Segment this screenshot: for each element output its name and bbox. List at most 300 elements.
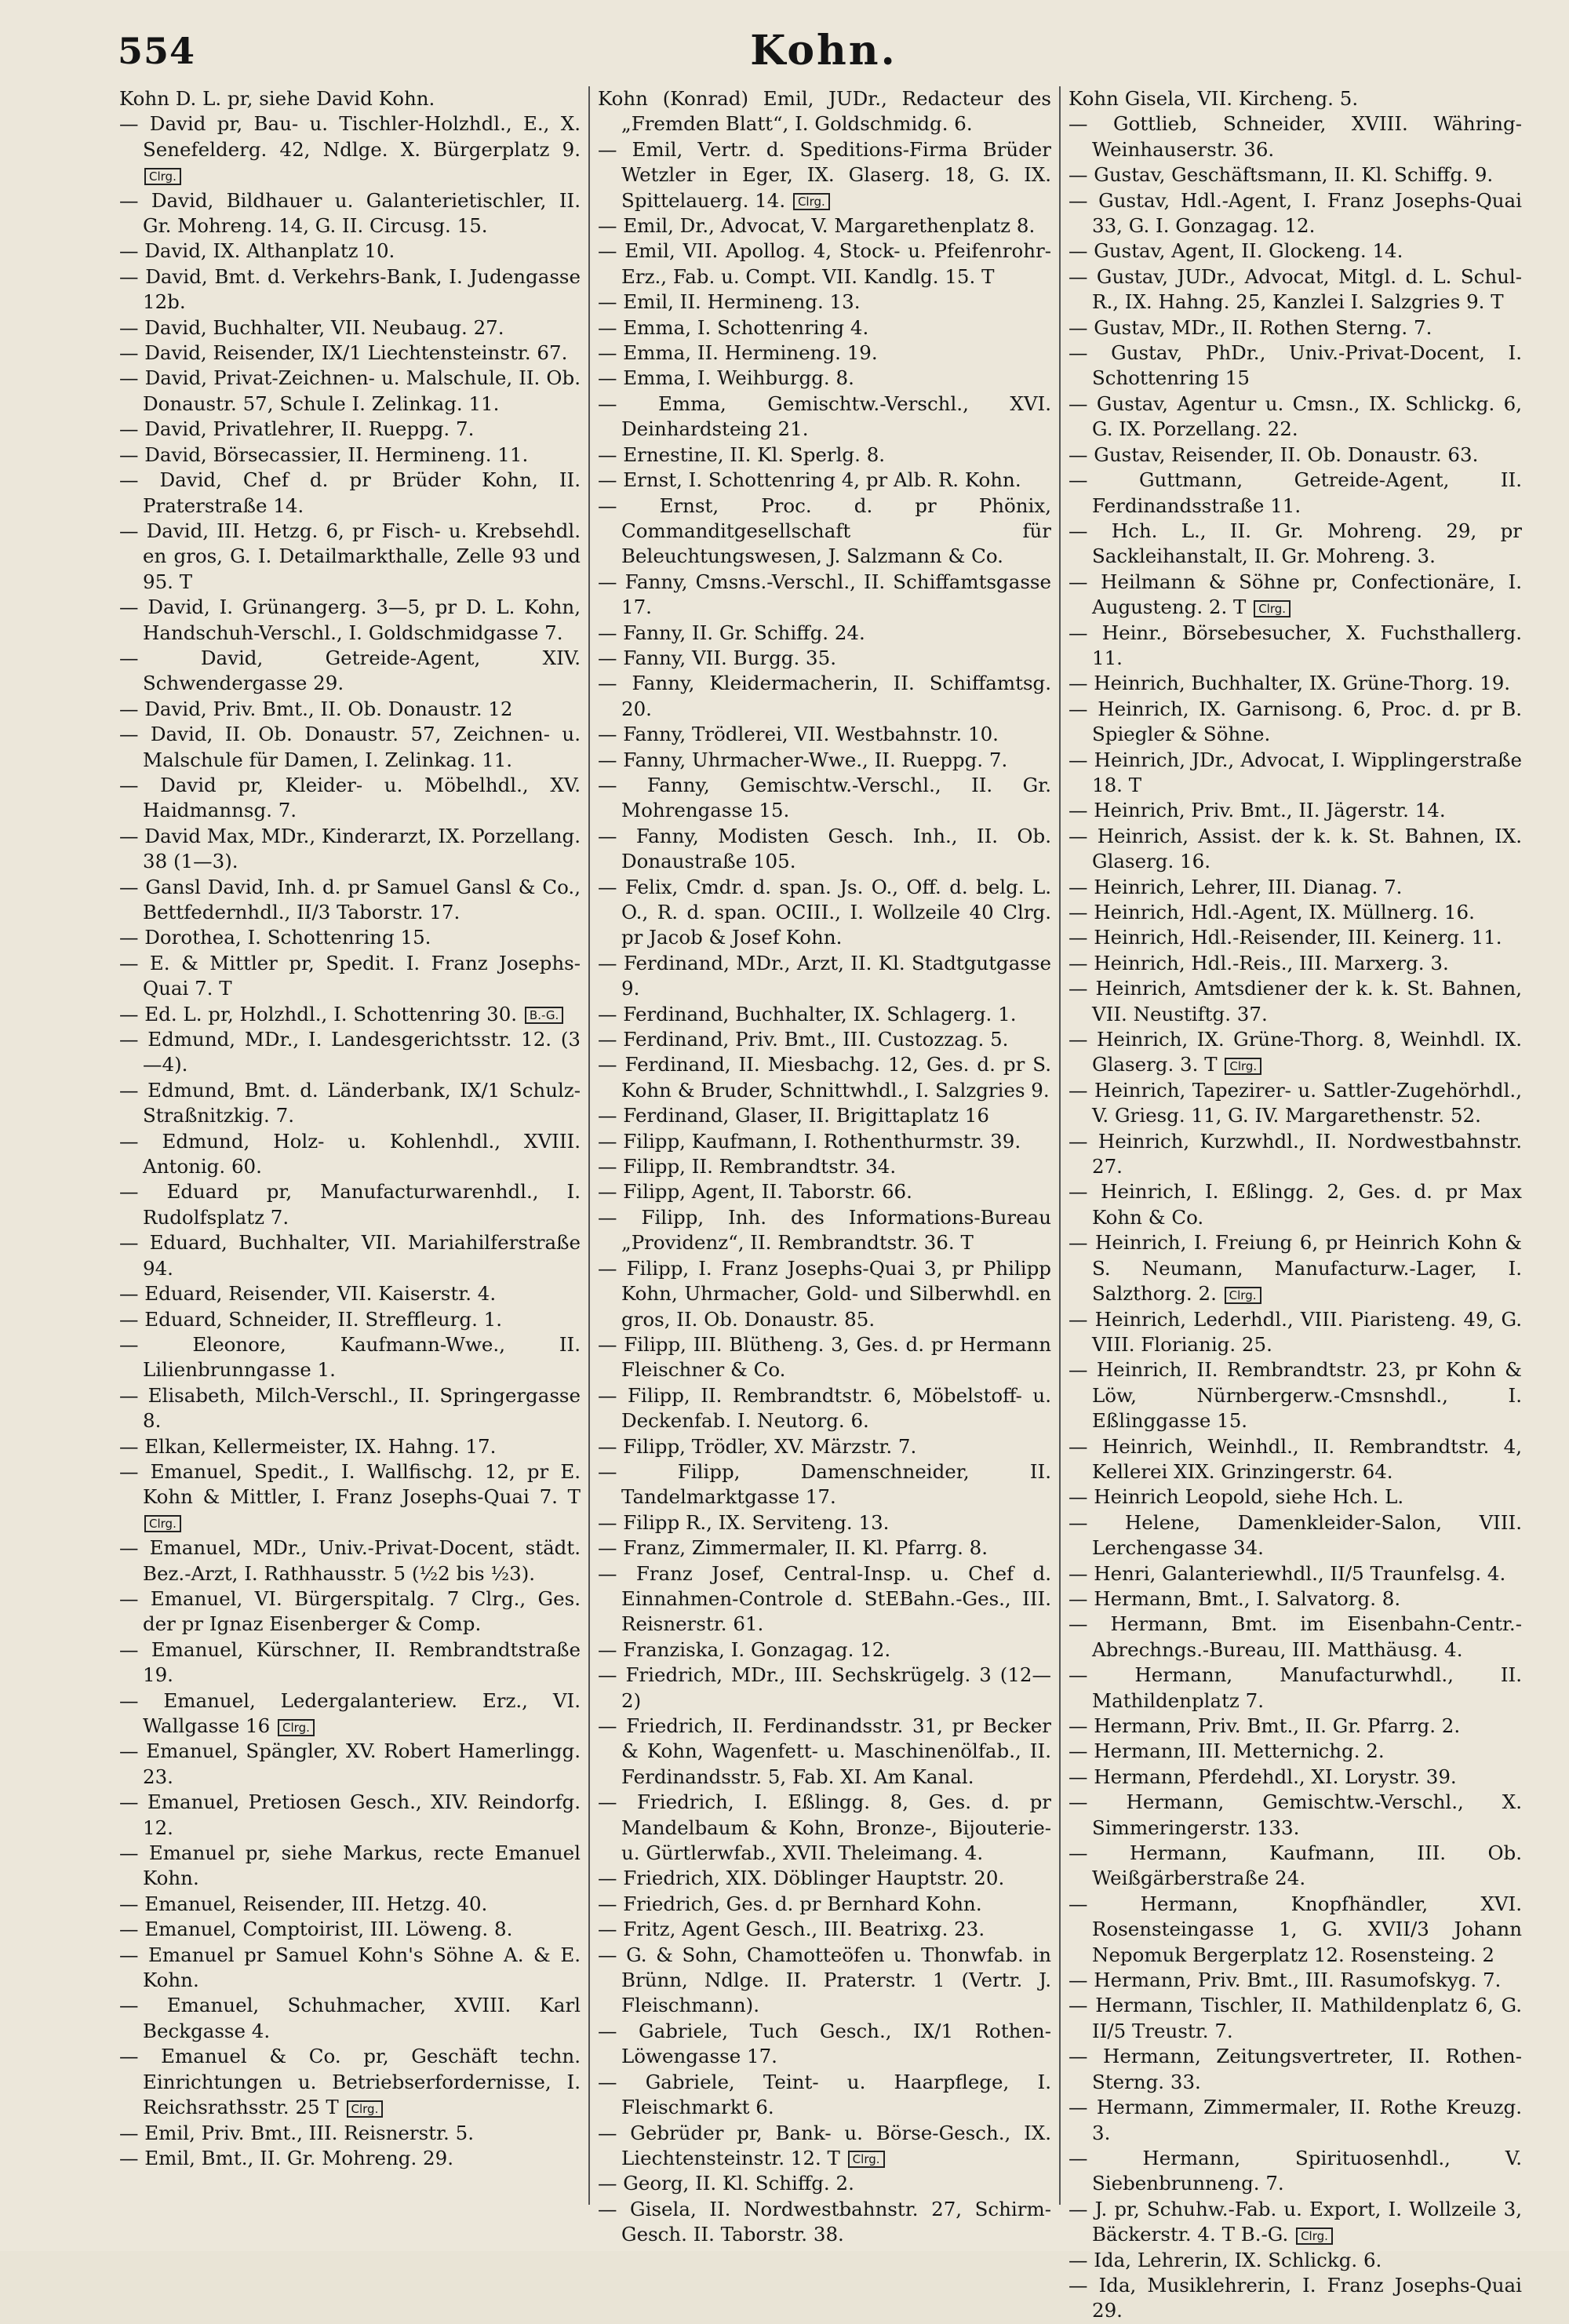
directory-entry bbox=[598, 1002, 1051, 1027]
directory-entry bbox=[598, 1535, 1051, 1561]
directory-entry bbox=[1068, 1790, 1522, 1841]
entry-text: — Emma, Gemischtw.-Verschl., XVI. Deinhardsteing 21. bbox=[598, 392, 1051, 441]
entry-text: — Elisabeth, Milch-Verschl., II. Springergasse 8. bbox=[119, 1383, 581, 1433]
entry-text: — Ernst, I. Schottenring 4, pr Alb. R. Kohn. bbox=[598, 468, 1021, 492]
entry-text: — Heinr., Börsebesucher, X. Fuchsthallerg. 11. bbox=[1068, 621, 1522, 669]
directory-entry bbox=[1068, 1586, 1522, 1612]
entry-text: — Emanuel, Schuhmacher, XVIII. Karl Beckgasse 4. bbox=[119, 1994, 581, 2042]
directory-entry bbox=[1068, 468, 1522, 519]
column-left bbox=[118, 86, 588, 2205]
directory-entry bbox=[1068, 1357, 1522, 1433]
directory-entry bbox=[598, 1866, 1051, 1891]
directory-entry bbox=[598, 137, 1051, 213]
entry-text: — David, II. Ob. Donaustr. 57, Zeichnen- u. Malschule für Damen, I. Zelinkag. 11. bbox=[119, 723, 581, 771]
directory-entry bbox=[598, 1663, 1051, 1714]
directory-entry bbox=[1068, 392, 1522, 443]
directory-entry bbox=[598, 1256, 1051, 1332]
directory-entry bbox=[598, 1943, 1051, 2019]
directory-entry bbox=[1068, 1765, 1522, 1790]
directory-entry bbox=[598, 2197, 1051, 2248]
entry-text: — Hermann, Bmt., I. Salvatorg. 8. bbox=[1068, 1586, 1401, 1610]
directory-entry bbox=[1068, 1078, 1522, 1129]
directory-entry bbox=[119, 1637, 581, 1688]
directory-entry bbox=[119, 697, 581, 722]
entry-text: — David, Bmt. d. Verkehrs-Bank, I. Judengasse 12b. bbox=[119, 264, 581, 314]
entry-text: — Ferdinand, II. Miesbachg. 12, Ges. d. pr S. Kohn & Bruder, Schnittwhdl., I. Salzgries 9. bbox=[598, 1053, 1051, 1102]
entry-text: — Georg, II. Kl. Schiffg. 2. bbox=[598, 2172, 854, 2195]
directory-entry bbox=[598, 468, 1051, 493]
entry-text: — Emanuel, Pretiosen Gesch., XIV. Reindorfg. 12. bbox=[119, 1790, 581, 1839]
running-title: Kohn. bbox=[750, 27, 897, 75]
entry-text: — Eduard, Reisender, VII. Kaiserstr. 4. bbox=[119, 1282, 497, 1306]
directory-entry bbox=[1068, 900, 1522, 925]
directory-entry bbox=[1068, 1027, 1522, 1078]
entry-text: — Gisela, II. Nordwestbahnstr. 27, Schirm-Gesch. II. Taborstr. 38. bbox=[598, 2197, 1051, 2246]
entry-text: — Ferdinand, Priv. Bmt., III. Custozzag. 5. bbox=[598, 1028, 1009, 1051]
entry-text: — Emil, Priv. Bmt., III. Reisnerstr. 5. bbox=[119, 2121, 474, 2144]
directory-entry bbox=[119, 1179, 581, 1230]
clearing-badge: Clrg. bbox=[1225, 1058, 1261, 1075]
entry-text: — Emanuel, Reisender, III. Hetzg. 40. bbox=[119, 1892, 488, 1915]
entry-text: — Heinrich, Kurzwhdl., II. Nordwestbahnstr. 27. bbox=[1068, 1129, 1522, 1178]
entry-text: — Emil, VII. Apollog. 4, Stock- u. Pfeifenrohr-Erz., Fab. u. Compt. VII. Kandlg. 15. T bbox=[598, 239, 1051, 288]
entry-text: — Heinrich, IX. Grüne-Thorg. 8, Weinhdl. IX. Glaserg. 3. T bbox=[1068, 1028, 1522, 1076]
entry-text: — Friedrich, MDr., III. Sechskrügelg. 3 (12—2) bbox=[598, 1663, 1051, 1712]
directory-entry bbox=[598, 1790, 1051, 1866]
directory-entry bbox=[119, 824, 581, 875]
entry-text: — Filipp, Agent, II. Taborstr. 66. bbox=[598, 1180, 912, 1204]
entry-text: — Filipp, Trödler, XV. Märzstr. 7. bbox=[598, 1434, 917, 1458]
clearing-badge: Clrg. bbox=[1225, 1287, 1261, 1304]
directory-entry bbox=[119, 1535, 581, 1586]
directory-entry bbox=[119, 2121, 581, 2146]
directory-entry bbox=[598, 1027, 1051, 1052]
column-right bbox=[1059, 86, 1530, 2322]
directory-entry bbox=[119, 1993, 581, 2044]
entry-text: — David, Chef d. pr Brüder Kohn, II. Praterstraße 14. bbox=[119, 468, 581, 517]
entry-text: — G. & Sohn, Chamotteöfen u. Thonwfab. in Brünn, Ndlge. II. Praterstr. 1 (Vertr. J. Fleischmann). bbox=[598, 1943, 1051, 2017]
directory-entry bbox=[119, 315, 581, 341]
entry-text: — Heinrich, IX. Garnisong. 6, Proc. d. pr B. Spiegler & Söhne. bbox=[1068, 697, 1522, 746]
entry-text: — Gansl David, Inh. d. pr Samuel Gansl & Co., Bettfedernhdl., II/3 Taborstr. 17. bbox=[119, 875, 581, 923]
directory-entry bbox=[1068, 570, 1522, 621]
entry-text: — Filipp, II. Rembrandtstr. 6, Möbelstoff- u. Deckenfab. I. Neutorg. 6. bbox=[598, 1383, 1051, 1433]
directory-entry bbox=[119, 111, 581, 188]
entry-text: — Heinrich, Hdl.-Agent, IX. Müllnerg. 16. bbox=[1068, 901, 1475, 923]
directory-entry bbox=[119, 1129, 581, 1180]
directory-entry bbox=[598, 1332, 1051, 1383]
entry-text: — Friedrich, I. Eßlingg. 8, Ges. d. pr Mandelbaum & Kohn, Bronze-, Bijouterie- u. Gürtlerwfab., XVII. Theleimang. 4. bbox=[598, 1790, 1051, 1865]
entry-text: — Emil, Bmt., II. Gr. Mohreng. 29. bbox=[119, 2146, 454, 2169]
directory-entry bbox=[1068, 1993, 1522, 2044]
directory-entry bbox=[119, 417, 581, 442]
directory-entry bbox=[119, 773, 581, 824]
entry-text: — Ida, Musiklehrerin, I. Franz Josephs-Quai 29. bbox=[1068, 2273, 1522, 2322]
directory-entry bbox=[598, 1129, 1051, 1154]
directory-entry bbox=[1068, 925, 1522, 950]
entry-text: — Filipp, Inh. des Informations-Bureau „Providenz“, II. Rembrandtstr. 36. T bbox=[598, 1205, 1051, 1255]
directory-entry bbox=[1068, 2248, 1522, 2273]
entry-text: — Heinrich, I. Eßlingg. 2, Ges. d. pr Max Kohn & Co. bbox=[1068, 1180, 1522, 1229]
directory-entry bbox=[598, 875, 1051, 951]
directory-entry bbox=[1068, 519, 1522, 570]
entry-text: — David, I. Grünangerg. 3—5, pr D. L. Kohn, Handschuh-Verschl., I. Goldschmidgasse 7. bbox=[119, 596, 581, 644]
directory-entry bbox=[1068, 748, 1522, 799]
entry-text: — Friedrich, XIX. Döblinger Hauptstr. 20. bbox=[598, 1867, 1005, 1890]
entry-text: — Filipp, III. Blütheng. 3, Ges. d. pr Hermann Fleischner & Co. bbox=[598, 1332, 1051, 1382]
entry-text: — Gustav, Reisender, II. Ob. Donaustr. 63. bbox=[1068, 443, 1479, 466]
entry-text: — David pr, Kleider- u. Möbelhdl., XV. Haidmannsg. 7. bbox=[119, 773, 581, 822]
entry-text: — Filipp, Kaufmann, I. Rothenthurmstr. 39. bbox=[598, 1129, 1021, 1153]
directory-entry bbox=[119, 1459, 581, 1535]
directory-entry bbox=[1068, 1561, 1522, 1586]
entry-text: — Heinrich Leopold, siehe Hch. L. bbox=[1068, 1485, 1404, 1509]
directory-entry bbox=[1068, 976, 1522, 1027]
entry-text: — Heinrich, Weinhdl., II. Rembrandtstr. 4, Kellerei XIX. Grinzingerstr. 64. bbox=[1068, 1434, 1522, 1483]
clearing-badge: Clrg. bbox=[278, 1719, 315, 1736]
directory-entry bbox=[119, 1841, 581, 1892]
clearing-badge: Clrg. bbox=[848, 2151, 885, 2168]
directory-entry bbox=[1068, 1510, 1522, 1561]
directory-entry bbox=[598, 239, 1051, 290]
directory-entry bbox=[1068, 341, 1522, 392]
entry-text: — Eduard pr, Manufacturwarenhdl., I. Rudolfsplatz 7. bbox=[119, 1180, 581, 1229]
directory-entry bbox=[1068, 1230, 1522, 1306]
entry-text: — Heinrich, JDr., Advocat, I. Wipplingerstraße 18. T bbox=[1068, 748, 1522, 796]
entry-text: — Heilmann & Söhne pr, Confectionäre, I. Augusteng. 2. T bbox=[1068, 570, 1522, 619]
directory-entry bbox=[1068, 264, 1522, 315]
entry-text: — Heinrich, I. Freiung 6, pr Heinrich Kohn & S. Neumann, Manufacturw.-Lager, I. Salzthorg. 2. bbox=[1068, 1231, 1522, 1306]
entry-text: — David, Getreide-Agent, XIV. Schwendergasse 29. bbox=[119, 646, 581, 695]
directory-entry bbox=[598, 951, 1051, 1002]
directory-entry bbox=[119, 2146, 581, 2171]
entry-text: — Eduard, Buchhalter, VII. Mariahilferstraße 94. bbox=[119, 1231, 581, 1280]
entry-text: — Gustav, Geschäftsmann, II. Kl. Schiffg. 9. bbox=[1068, 163, 1494, 187]
directory-entry bbox=[119, 366, 581, 417]
entry-text: — Emil, Vertr. d. Speditions-Firma Brüder Wetzler in Eger, IX. Glaserg. 18, G. IX. Spittelauerg. 14. bbox=[598, 137, 1051, 212]
directory-entry bbox=[598, 2171, 1051, 2196]
page-header bbox=[118, 24, 1530, 78]
entry-text: — Hermann, Zeitungsvertreter, II. Rothen-Sterng. 33. bbox=[1068, 2045, 1522, 2093]
entry-text: — Hermann, Spirituosenhdl., V. Siebenbrunneng. 7. bbox=[1068, 2146, 1522, 2195]
directory-entry bbox=[119, 2044, 581, 2120]
entry-text: — Heinrich, II. Rembrandtstr. 23, pr Kohn & Löw, Nürnbergerw.-Cmsnshdl., I. Eßlinggasse 15. bbox=[1068, 1358, 1522, 1433]
entry-text: — David, Börsecassier, II. Hermineng. 11. bbox=[119, 443, 529, 466]
directory-entry bbox=[598, 2121, 1051, 2172]
entry-text: — Ferdinand, MDr., Arzt, II. Kl. Stadtgutgasse 9. bbox=[598, 951, 1051, 1000]
directory-entry bbox=[119, 1002, 581, 1027]
entry-text: — E. & Mittler pr, Spedit. I. Franz Josephs-Quai 7. T bbox=[119, 951, 581, 1000]
directory-entry bbox=[1068, 951, 1522, 976]
directory-entry bbox=[119, 1790, 581, 1841]
directory-entry bbox=[598, 1892, 1051, 1917]
entry-text: — Fanny, Cmsns.-Verschl., II. Schiffamtsgasse 17. bbox=[598, 570, 1051, 619]
directory-entry bbox=[119, 1332, 581, 1383]
directory-entry bbox=[598, 1459, 1051, 1510]
directory-entry bbox=[119, 239, 581, 264]
directory-entry bbox=[119, 443, 581, 468]
entry-text: — Heinrich, Hdl.-Reis., III. Marxerg. 3. bbox=[1068, 951, 1449, 974]
entry-text: — J. pr, Schuhw.-Fab. u. Export, I. Wollzeile 3, Bäckerstr. 4. T B.-G. bbox=[1068, 2197, 1522, 2246]
directory-entry bbox=[1068, 1434, 1522, 1485]
directory-entry bbox=[598, 570, 1051, 621]
clearing-badge: Clrg. bbox=[1296, 2227, 1333, 2245]
entry-text: — Filipp R., IX. Serviteng. 13. bbox=[598, 1510, 890, 1534]
entry-text: — Friedrich, II. Ferdinandsstr. 31, pr Becker & Kohn, Wagenfett- u. Maschinenölfab., II. Ferdinandsstr. 5, Fab. XI. Am Kanal. bbox=[598, 1714, 1051, 1788]
directory-entry bbox=[598, 1714, 1051, 1790]
entry-text: Kohn D. L. pr, siehe David Kohn. bbox=[119, 87, 435, 110]
directory-entry bbox=[119, 875, 581, 926]
directory-entry bbox=[1068, 162, 1522, 188]
directory-entry bbox=[598, 773, 1051, 824]
directory-entry bbox=[1068, 798, 1522, 823]
entry-text: — Emanuel, VI. Bürgerspitalg. 7 Clrg., Ges. der pr Ignaz Eisenberger & Comp. bbox=[119, 1586, 581, 1636]
directory-entry bbox=[598, 621, 1051, 646]
entry-text: — Gustav, JUDr., Advocat, Mitgl. d. L. Schul-R., IX. Hahng. 25, Kanzlei I. Salzgries 9. T bbox=[1068, 264, 1522, 314]
directory-entry bbox=[598, 1637, 1051, 1663]
entry-text: — Filipp, Damenschneider, II. Tandelmarktgasse 17. bbox=[598, 1459, 1051, 1509]
entry-text: — Gustav, PhDr., Univ.-Privat-Docent, I. Schottenring 15 bbox=[1068, 341, 1522, 390]
entry-text: — Hermann, Manufacturwhdl., II. Mathildenplatz 7. bbox=[1068, 1663, 1522, 1712]
directory-entry bbox=[1068, 1129, 1522, 1180]
entry-text: — Hermann, Pferdehdl., XI. Lorystr. 39. bbox=[1068, 1765, 1457, 1788]
directory-entry bbox=[119, 86, 581, 111]
entry-text: — Gebrüder pr, Bank- u. Börse-Gesch., IX. Liechtensteinstr. 12. T bbox=[598, 2121, 1051, 2169]
directory-entry bbox=[119, 951, 581, 1002]
entry-text: — Fritz, Agent Gesch., III. Beatrixg. 23. bbox=[598, 1918, 985, 1941]
directory-entry bbox=[598, 1510, 1051, 1535]
directory-entry bbox=[598, 341, 1051, 366]
directory-entry bbox=[119, 1739, 581, 1790]
directory-entry bbox=[1068, 2197, 1522, 2248]
directory-entry bbox=[598, 1917, 1051, 1942]
entry-text: — Filipp, II. Rembrandtstr. 34. bbox=[598, 1155, 897, 1178]
entry-text: — David, Priv. Bmt., II. Ob. Donaustr. 12 bbox=[119, 697, 513, 720]
entry-text: — Hch. L., II. Gr. Mohreng. 29, pr Sackleihanstalt, II. Gr. Mohreng. 3. bbox=[1068, 519, 1522, 568]
directory-entry bbox=[1068, 2273, 1522, 2324]
entry-text: — Ida, Lehrerin, IX. Schlickg. 6. bbox=[1068, 2248, 1382, 2271]
entry-text: — Fanny, Modisten Gesch. Inh., II. Ob. Donaustraße 105. bbox=[598, 824, 1051, 873]
directory-entry bbox=[1068, 2095, 1522, 2146]
directory-entry bbox=[119, 519, 581, 595]
entry-text: — Emil, Dr., Advocat, V. Margarethenplatz 8. bbox=[598, 214, 1036, 238]
entry-text: — Franziska, I. Gonzagag. 12. bbox=[598, 1637, 891, 1661]
directory-entry bbox=[598, 213, 1051, 239]
entry-text: — Fanny, Trödlerei, VII. Westbahnstr. 10. bbox=[598, 723, 999, 746]
entry-text: — Heinrich, Hdl.-Reisender, III. Keinerg. 11. bbox=[1068, 926, 1502, 949]
entry-text: — Ed. L. pr, Holzhdl., I. Schottenring 30. bbox=[119, 1002, 518, 1025]
entry-text: — Gabriele, Tuch Gesch., IX/1 Rothen-Löwengasse 17. bbox=[598, 2019, 1051, 2068]
entry-text: — Edmund, Holz- u. Kohlenhdl., XVIII. Antonig. 60. bbox=[119, 1129, 581, 1178]
directory-entry bbox=[119, 1892, 581, 1917]
entry-text: — David, Privat-Zeichnen- u. Malschule, II. Ob. Donaustr. 57, Schule I. Zelinkag. 11. bbox=[119, 366, 581, 415]
directory-entry bbox=[119, 925, 581, 950]
entry-text: — Emma, II. Hermineng. 19. bbox=[598, 341, 878, 365]
entry-text: — Hermann, Priv. Bmt., III. Rasumofskyg. 7. bbox=[1068, 1969, 1502, 1992]
entry-text: Kohn (Konrad) Emil, JUDr., Redacteur des „Fremden Blatt“, I. Goldschmidg. 6. bbox=[598, 87, 1051, 136]
entry-text: — Eleonore, Kaufmann-Wwe., II. Lilienbrunngasse 1. bbox=[119, 1332, 581, 1382]
directory-entry bbox=[1068, 1841, 1522, 1892]
entry-text: — Elkan, Kellermeister, IX. Hahng. 17. bbox=[119, 1434, 497, 1458]
entry-text: — Emanuel, Spängler, XV. Robert Hamerlingg. 23. bbox=[119, 1739, 581, 1788]
directory-entry bbox=[598, 86, 1051, 137]
entry-text: — David, Bildhauer u. Galanterietischler, II. Gr. Mohreng. 14, G. II. Circusg. 15. bbox=[119, 188, 581, 238]
entry-text: — Guttmann, Getreide-Agent, II. Ferdinandsstraße 11. bbox=[1068, 468, 1522, 517]
directory-entry bbox=[119, 646, 581, 697]
directory-entry bbox=[119, 595, 581, 646]
entry-text: — Hermann, Gemischtw.-Verschl., X. Simmeringerstr. 133. bbox=[1068, 1790, 1522, 1839]
directory-entry bbox=[1068, 875, 1522, 900]
directory-entry bbox=[598, 824, 1051, 875]
directory-entry bbox=[119, 1383, 581, 1434]
entry-text: — Henri, Galanteriewhdl., II/5 Traunfelsg. 4. bbox=[1068, 1561, 1506, 1585]
entry-text: — Friedrich, Ges. d. pr Bernhard Kohn. bbox=[598, 1892, 982, 1915]
entry-text: — Emil, II. Hermineng. 13. bbox=[598, 290, 861, 314]
directory-entry bbox=[119, 1688, 581, 1739]
directory-entry bbox=[119, 722, 581, 773]
directory-entry bbox=[598, 494, 1051, 570]
entry-text: — Fanny, Gemischtw.-Verschl., II. Gr. Mohrengasse 15. bbox=[598, 773, 1051, 822]
entry-text: — Felix, Cmdr. d. span. Js. O., Off. d. belg. L. O., R. d. span. OCIII., I. Wollzeile 40 Clrg. pr Jacob & Josef Kohn. bbox=[598, 875, 1051, 949]
directory-entry bbox=[119, 1586, 581, 1637]
entry-text: — Fanny, Uhrmacher-Wwe., II. Rueppg. 7. bbox=[598, 748, 1008, 771]
directory-entry bbox=[1068, 443, 1522, 468]
entry-text: — Emanuel & Co. pr, Geschäft techn. Einrichtungen u. Betriebserfordernisse, I. Reichsrathsstr. 25 T bbox=[119, 2045, 581, 2119]
directory-entry bbox=[598, 1103, 1051, 1128]
directory-entry bbox=[1068, 1307, 1522, 1358]
entry-text: — Edmund, MDr., I. Landesgerichtsstr. 12. (3—4). bbox=[119, 1028, 581, 1076]
clearing-badge: Clrg. bbox=[793, 193, 830, 210]
entry-text: — David, Reisender, IX/1 Liechtensteinstr. 67. bbox=[119, 341, 568, 365]
entry-text: — Emanuel pr, siehe Markus, recte Emanuel Kohn. bbox=[119, 1841, 581, 1890]
entry-text: — Gustav, MDr., II. Rothen Sterng. 7. bbox=[1068, 315, 1432, 339]
columns bbox=[118, 86, 1530, 2322]
column-middle bbox=[588, 86, 1059, 2246]
directory-entry bbox=[598, 392, 1051, 443]
clearing-badge: Clrg. bbox=[1254, 600, 1291, 617]
entry-text: — Gabriele, Teint- u. Haarpflege, I. Fleischmarkt 6. bbox=[598, 2070, 1051, 2119]
directory-entry bbox=[598, 748, 1051, 773]
entry-text: — David, III. Hetzg. 6, pr Fisch- u. Krebsehdl. en gros, G. I. Detailmarkthalle, Zelle 93 und 95. T bbox=[119, 519, 581, 593]
entry-text: — Fanny, Kleidermacherin, II. Schiffamtsg. 20. bbox=[598, 672, 1051, 720]
directory-entry bbox=[119, 188, 581, 239]
directory-entry bbox=[119, 468, 581, 519]
entry-text: — Gustav, Agent, II. Glockeng. 14. bbox=[1068, 239, 1403, 263]
directory-entry bbox=[598, 2070, 1051, 2121]
directory-entry bbox=[598, 1154, 1051, 1179]
entry-text: — Hermann, Bmt. im Eisenbahn-Centr.-Abrechngs.-Bureau, III. Matthäusg. 4. bbox=[1068, 1612, 1522, 1661]
entry-text: — Hermann, Tischler, II. Mathildenplatz 6, G. II/5 Treustr. 7. bbox=[1068, 1994, 1522, 2042]
directory-entry bbox=[598, 646, 1051, 671]
entry-text: — Hermann, III. Metternichg. 2. bbox=[1068, 1739, 1385, 1763]
directory-entry bbox=[119, 1078, 581, 1129]
directory-entry bbox=[598, 1561, 1051, 1637]
entry-text: — Emma, I. Weihburgg. 8. bbox=[598, 366, 854, 390]
entry-text: Kohn Gisela, VII. Kircheng. 5. bbox=[1068, 87, 1359, 110]
entry-text: — Emanuel, MDr., Univ.-Privat-Docent, städt. Bez.-Arzt, I. Rathhausstr. 5 (½2 bis ½3). bbox=[119, 1536, 581, 1585]
directory-entry bbox=[598, 722, 1051, 747]
entry-text: — David, Buchhalter, VII. Neubaug. 27. bbox=[119, 315, 504, 339]
directory-entry bbox=[598, 2019, 1051, 2070]
directory-entry bbox=[598, 671, 1051, 722]
directory-entry bbox=[1068, 1714, 1522, 1739]
directory-entry bbox=[1068, 111, 1522, 162]
entry-text: — Franz, Zimmermaler, II. Kl. Pfarrg. 8. bbox=[598, 1536, 988, 1560]
entry-text: — Hermann, Kaufmann, III. Ob. Weißgärberstraße 24. bbox=[1068, 1841, 1522, 1890]
directory-entry bbox=[1068, 1663, 1522, 1714]
entry-text: — Heinrich, Tapezirer- u. Sattler-Zugehörhdl., V. Griesg. 11, G. IV. Margarethenstr. 52. bbox=[1068, 1078, 1522, 1127]
directory-entry bbox=[598, 1179, 1051, 1204]
entry-text: — Emanuel, Comptoirist, III. Löweng. 8. bbox=[119, 1918, 513, 1941]
entry-text: — Eduard, Schneider, II. Streffleurg. 1. bbox=[119, 1307, 503, 1331]
directory-entry bbox=[1068, 2146, 1522, 2197]
directory-entry bbox=[1068, 2044, 1522, 2095]
entry-text: — Emma, I. Schottenring 4. bbox=[598, 315, 869, 339]
entry-text: — Dorothea, I. Schottenring 15. bbox=[119, 926, 431, 949]
directory-entry bbox=[119, 1307, 581, 1332]
page-number: 554 bbox=[118, 30, 196, 72]
directory-entry bbox=[1068, 1892, 1522, 1968]
entry-text: — Heinrich, Priv. Bmt., II. Jägerstr. 14. bbox=[1068, 799, 1446, 822]
entry-text: — Heinrich, Lehrer, III. Dianag. 7. bbox=[1068, 875, 1403, 898]
entry-text: — Hermann, Zimmermaler, II. Rothe Kreuzg. 3. bbox=[1068, 2096, 1522, 2144]
entry-text: — Ferdinand, Buchhalter, IX. Schlagerg. 1. bbox=[598, 1002, 1017, 1025]
directory-entry bbox=[598, 366, 1051, 391]
directory-entry bbox=[1068, 239, 1522, 264]
directory-entry bbox=[1068, 824, 1522, 875]
entry-text: — Gottlieb, Schneider, XVIII. Währing-Weinhauserstr. 36. bbox=[1068, 112, 1522, 161]
directory-entry bbox=[1068, 1739, 1522, 1764]
directory-entry bbox=[119, 1281, 581, 1306]
directory-entry bbox=[1068, 621, 1522, 672]
clearing-badge: B.-G. bbox=[525, 1007, 563, 1024]
directory-entry bbox=[119, 264, 581, 315]
entry-text: — Heinrich, Lederhdl., VIII. Piaristeng. 49, G. VIII. Florianig. 25. bbox=[1068, 1307, 1522, 1356]
directory-entry bbox=[1068, 188, 1522, 239]
directory-entry bbox=[598, 315, 1051, 341]
directory-entry bbox=[119, 1230, 581, 1281]
entry-text: — Ernestine, II. Kl. Sperlg. 8. bbox=[598, 443, 886, 466]
entry-text: — Heinrich, Assist. der k. k. St. Bahnen, IX. Glaserg. 16. bbox=[1068, 824, 1522, 873]
directory-entry bbox=[119, 1027, 581, 1078]
entry-text: — Gustav, Hdl.-Agent, I. Franz Josephs-Quai 33, G. I. Gonzagag. 12. bbox=[1068, 188, 1522, 238]
entry-text: — Heinrich, Amtsdiener der k. k. St. Bahnen, VII. Neustiftg. 37. bbox=[1068, 977, 1522, 1025]
clearing-badge: Clrg. bbox=[144, 1515, 181, 1532]
entry-text: — Franz Josef, Central-Insp. u. Chef d. Einnahmen-Controle d. StEBahn.-Ges., III. Reisnerstr. 61. bbox=[598, 1561, 1051, 1636]
directory-entry bbox=[598, 443, 1051, 468]
entry-text: — David Max, MDr., Kinderarzt, IX. Porzellang. 38 (1—3). bbox=[119, 824, 581, 873]
directory-entry bbox=[1068, 697, 1522, 748]
directory-entry bbox=[1068, 1484, 1522, 1510]
directory-entry bbox=[1068, 1179, 1522, 1230]
directory-entry bbox=[1068, 1968, 1522, 1993]
directory-entry bbox=[119, 1943, 581, 1994]
directory-entry bbox=[1068, 315, 1522, 341]
entry-text: — Ernst, Proc. d. pr Phönix, Commanditgesellschaft für Beleuchtungswesen, J. Salzmann & Co. bbox=[598, 494, 1051, 568]
entry-text: — Fanny, II. Gr. Schiffg. 24. bbox=[598, 621, 865, 644]
directory-entry bbox=[598, 1205, 1051, 1256]
entry-text: — Emanuel, Kürschner, II. Rembrandtstraße 19. bbox=[119, 1637, 581, 1687]
directory-entry bbox=[598, 290, 1051, 315]
entry-text: — Heinrich, Buchhalter, IX. Grüne-Thorg. 19. bbox=[1068, 672, 1511, 695]
clearing-badge: Clrg. bbox=[347, 2100, 384, 2118]
directory-entry bbox=[119, 1434, 581, 1459]
directory-entry bbox=[119, 341, 581, 366]
entry-text: — Hermann, Knopfhändler, XVI. Rosensteingasse 1, G. XVII/3 Johann Nepomuk Bergerplatz 12. Rosensteing. 2 bbox=[1068, 1892, 1522, 1966]
directory-entry bbox=[119, 1917, 581, 1942]
entry-text: — Hermann, Priv. Bmt., II. Gr. Pfarrg. 2. bbox=[1068, 1714, 1461, 1737]
entry-text: — David pr, Bau- u. Tischler-Holzhdl., E., X. Senefelderg. 42, Ndlge. X. Bürgerplatz 9. bbox=[119, 112, 581, 161]
